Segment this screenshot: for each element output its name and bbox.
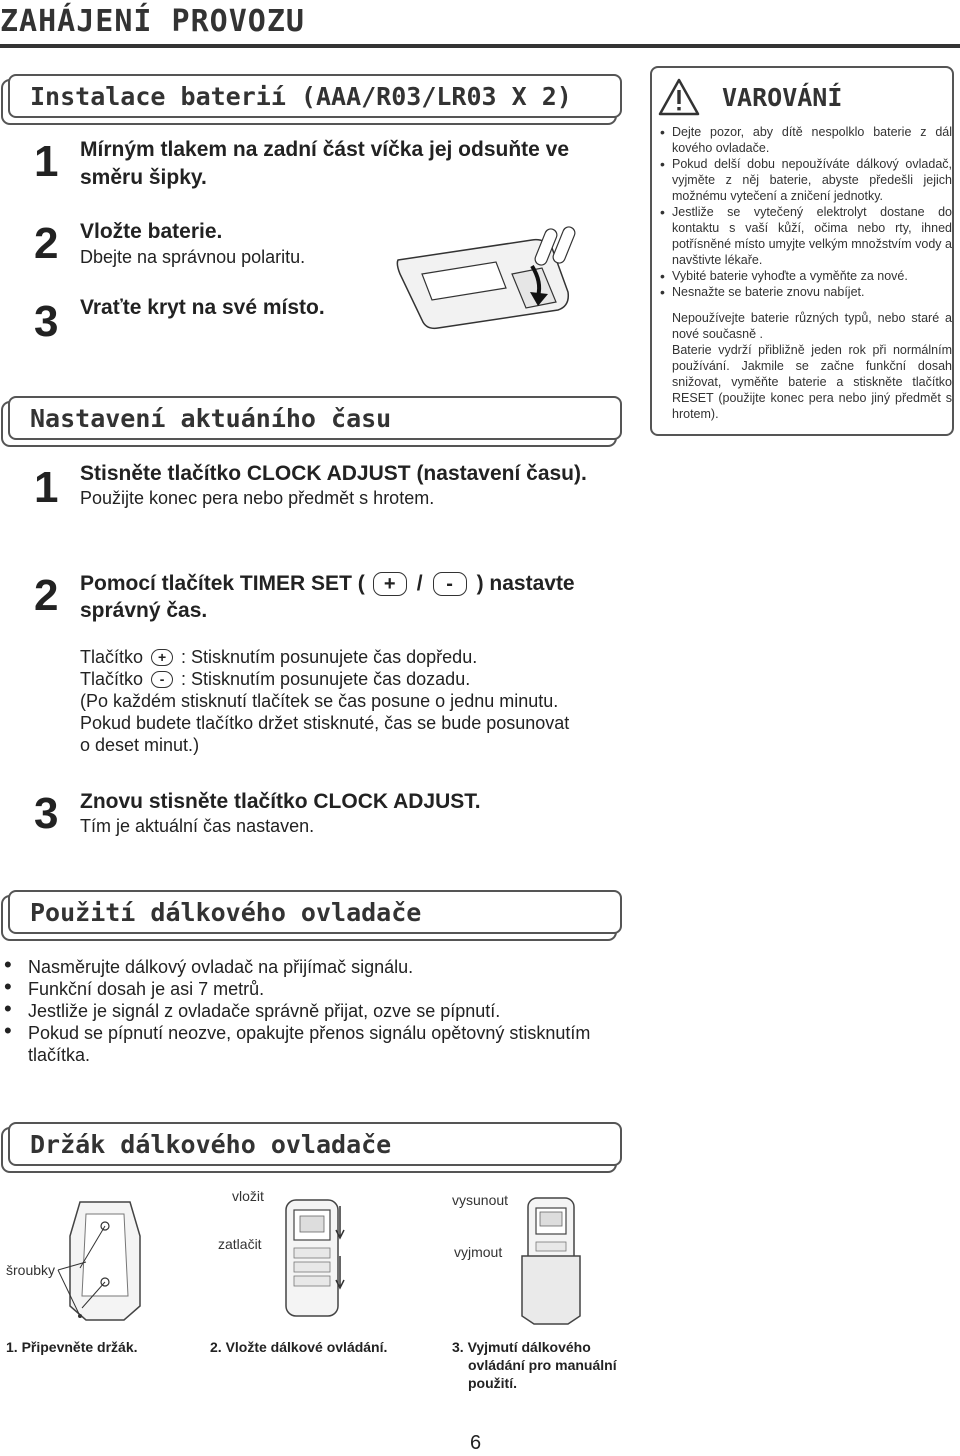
battery-step-2-note: Dbejte na správnou polaritu. — [80, 247, 306, 267]
battery-step-2-number: 2 — [34, 219, 59, 268]
battery-step-1-text: Mírným tlakem na zadní část víčka jej odsuňte ve — [80, 138, 570, 161]
label-screws: šroubky — [6, 1262, 56, 1278]
caption-step-3-line-1: 3. Vyjmutí dálkového — [452, 1339, 591, 1355]
battery-step-3-number: 3 — [34, 297, 59, 346]
clock-section-heading — [8, 396, 622, 440]
plus-key-small-label: + — [157, 649, 167, 665]
page-number: 6 — [470, 1432, 482, 1454]
minus-key-small-label: - — [159, 671, 165, 687]
warning-header — [658, 78, 842, 116]
warning-item: • Pokud delší dobu nepoužíváte dálkový ovladač, vyjměte z něj baterie, abyste předešli jejich možnému vytečení a zničení jednotky. — [660, 156, 952, 204]
usage-item: • Jestliže je signál z ovladače správně přijat, ozve se pípnutí. — [0, 1000, 640, 1022]
title-rule — [0, 44, 960, 48]
caption-step-1: 1. Připevněte držák. — [6, 1339, 138, 1355]
clock-step-1-note: Použijte konec pera nebo předmět s hrotem. — [80, 488, 435, 508]
label-slide: vysunout — [452, 1192, 509, 1208]
minus-key-small-icon — [151, 671, 173, 688]
clock-step-1-number: 1 — [34, 463, 59, 512]
clock-step-2-text-a: Pomocí tlačítek TIMER SET ( — [80, 572, 365, 595]
clock-step-2-line-2: správný čas. — [80, 599, 208, 622]
warning-list — [660, 124, 952, 300]
usage-list — [0, 956, 640, 1066]
label-push: zatlačit — [218, 1236, 262, 1252]
holder-insert-illustration — [280, 1196, 360, 1326]
label-remove: vyjmout — [454, 1244, 503, 1260]
warning-panel — [650, 66, 954, 436]
clock-step-3-note: Tím je aktuální čas nastaven. — [80, 816, 315, 836]
clock-step-3-text: Znovu stisněte tlačítko CLOCK ADJUST. — [80, 790, 481, 813]
caption-step-2: 2. Vložte dálkové ovládání. — [210, 1339, 388, 1355]
clock-step-2-line-1 — [80, 570, 575, 598]
warning-item: • Vybité baterie vyhoďte a vyměňte za nové. — [660, 268, 952, 284]
holder-remove-illustration — [518, 1196, 588, 1326]
holder-section-heading — [8, 1122, 622, 1166]
clock-step-2-number: 2 — [34, 571, 59, 620]
key-desc-text: : Stisknutím posunujete čas dozadu. — [181, 669, 471, 689]
plus-key-icon — [373, 572, 407, 596]
key-desc-label: Tlačítko — [80, 669, 144, 689]
battery-step-2-text: Vložte baterie. — [80, 220, 223, 243]
holder-heading-text: Držák dálkového ovladače — [30, 1129, 392, 1159]
warning-item: • Jestliže se vytečený elektrolyt dostane do kontaktu s vaší kůží, očima nebo rty, ihned potřísněné místo umyjte velkým množstvím vody a navštivte lékaře. — [660, 204, 952, 268]
usage-item: • Funkční dosah je asi 7 metrů. — [0, 978, 640, 1000]
usage-item: • Nasměrujte dálkový ovladač na přijímač signálu. — [0, 956, 640, 978]
warning-title: VAROVÁNÍ — [722, 82, 843, 112]
caption-step-3-line-2: ovládání pro manuální — [468, 1357, 617, 1373]
clock-step-2-note-1: (Po každém stisknutí tlačítek se čas posune o jednu minutu. — [80, 691, 559, 711]
battery-section-heading — [8, 74, 622, 118]
usage-heading-text: Použití dálkového ovladače — [30, 897, 422, 927]
remote-battery-illustration — [392, 222, 602, 332]
label-insert: vložit — [232, 1188, 264, 1204]
plus-key-label: + — [383, 573, 396, 595]
clock-heading-text: Nastavení aktuáního času — [30, 403, 392, 433]
screw-pointer-lines — [56, 1260, 96, 1320]
clock-step-2-note-2: Pokud budete tlačítko držet stisknuté, čas se bude posunovat — [80, 713, 570, 733]
clock-step-1-text: Stisněte tlačítko CLOCK ADJUST (nastavení času). — [80, 462, 587, 485]
plus-key-small-icon — [151, 649, 173, 666]
minus-key-label: - — [446, 573, 453, 595]
usage-item: • Pokud se pípnutí neozve, opakujte přenos signálu opětovný stisknutím tlačítka. — [0, 1022, 640, 1066]
minus-key-description — [80, 668, 470, 690]
key-desc-text: : Stisknutím posunujete čas dopředu. — [181, 647, 478, 667]
warning-note-2: Baterie vydrží přibližně jeden rok při normálním používání. Jakmile se začne funkční dosah snižovat, vyměňte baterie a stiskněte tlačítko RESET (použijte konec pera nebo jiný předmět s hrotem). — [672, 343, 952, 421]
battery-step-1-text-2: směru šipky. — [80, 166, 207, 189]
clock-step-2-slash: / — [416, 572, 423, 595]
warning-note-1: Nepoužívejte baterie různých typů, nebo staré a nové současně . — [672, 311, 952, 341]
plus-key-description — [80, 646, 477, 668]
clock-step-2-note-3: o deset minut.) — [80, 735, 200, 755]
warning-item: • Nesnažte se baterie znovu nabíjet. — [660, 284, 952, 300]
usage-section-heading — [8, 890, 622, 934]
key-desc-label: Tlačítko — [80, 647, 144, 667]
warning-icon — [658, 78, 700, 116]
warning-item: • Dejte pozor, aby dítě nespolklo baterie z dál kového ovladače. — [660, 124, 952, 156]
battery-heading-text: Instalace baterií (AAA/R03/LR03 X 2) — [30, 81, 572, 111]
page-title: ZAHÁJENÍ PROVOZU — [0, 4, 305, 39]
caption-step-3-line-3: použití. — [468, 1375, 517, 1391]
battery-step-3-text: Vraťte kryt na své místo. — [80, 296, 325, 319]
clock-step-2-text-b: ) nastavte — [476, 572, 575, 595]
clock-step-3-number: 3 — [34, 789, 59, 838]
minus-key-icon — [433, 572, 467, 596]
battery-step-1-number: 1 — [34, 137, 59, 186]
